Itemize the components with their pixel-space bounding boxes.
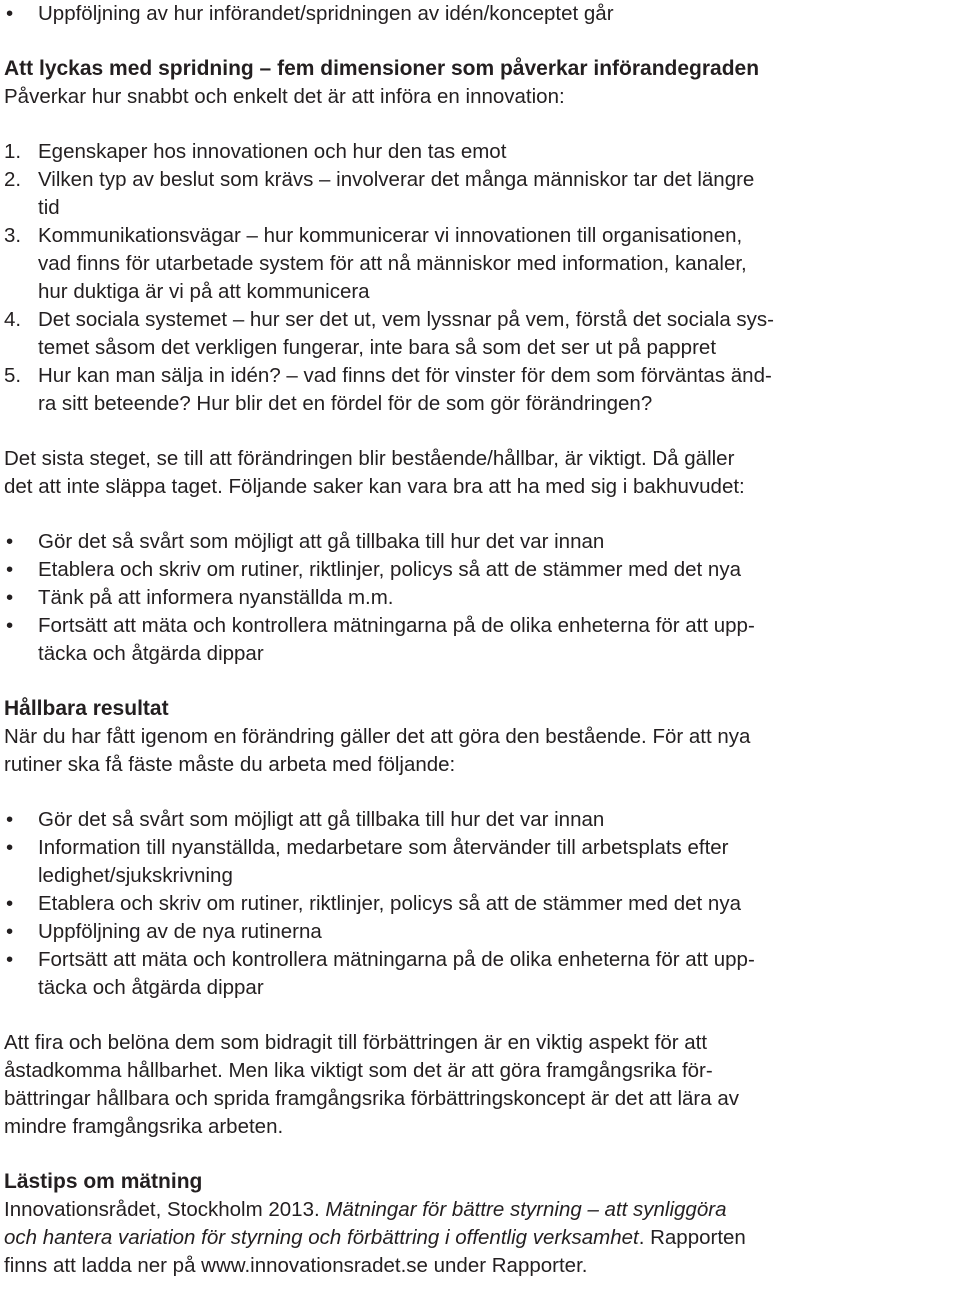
numbered-item [4, 138, 960, 166]
paragraph-line: mindre framgångsrika arbeten. [4, 1115, 284, 1138]
numbered-item [4, 306, 960, 362]
bullet-icon: • [6, 836, 14, 859]
item-line: Etablera och skriv om rutiner, riktlinjer, policys så att de stämmer med det nya [38, 558, 741, 581]
paragraph-line: När du har fått igenom en förändring gäller det att göra den bestående. För att nya [4, 725, 751, 748]
item-line: hur duktiga är vi på att kommunicera [38, 280, 370, 303]
reference-paragraph [4, 1196, 960, 1280]
numbered-item [4, 362, 960, 418]
bullet-icon: • [6, 614, 14, 637]
numbered-item [4, 166, 960, 222]
item-line: Gör det så svårt som möjligt att gå tillbaka till hur det var innan [38, 530, 605, 553]
reference-text: . Rapporten [638, 1226, 746, 1249]
item-line: täcka och åtgärda dippar [38, 642, 264, 665]
bullet-icon: • [6, 530, 14, 553]
item-line: Fortsätt att mäta och kontrollera mätningarna på de olika enheterna för att upp- [38, 614, 755, 637]
bullet-icon: • [6, 2, 14, 25]
bullet-list [4, 528, 960, 668]
list-item [4, 946, 960, 1002]
paragraph-line: Det sista steget, se till att förändringen blir bestående/hållbar, är viktigt. Då gäller [4, 447, 735, 470]
list-item [4, 806, 960, 834]
item-line: Tänk på att informera nyanställda m.m. [38, 586, 394, 609]
paragraph [4, 445, 960, 501]
item-line: Information till nyanställda, medarbetare som återvänder till arbetsplats efter [38, 836, 729, 859]
section-intro: Påverkar hur snabbt och enkelt det är att införa en innovation: [4, 85, 565, 108]
item-line: Det sociala systemet – hur ser det ut, vem lyssnar på vem, förstå det sociala sys- [38, 308, 775, 331]
list-item-text: Uppföljning av hur införandet/spridningen av idén/konceptet går [38, 2, 614, 25]
item-line: Hur kan man sälja in idén? – vad finns det för vinster för dem som förväntas änd- [38, 364, 772, 387]
section-heading-hallbara-resultat: Hållbara resultat [4, 697, 169, 720]
list-item [4, 584, 960, 612]
paragraph [4, 1029, 960, 1141]
reference-title-cont: och hantera variation för styrning och förbättring i offentlig verksamhet [4, 1226, 639, 1249]
item-line: temet såsom det verkligen fungerar, inte bara så som det ser ut på pappret [38, 336, 717, 359]
list-item [4, 890, 960, 918]
list-item [4, 834, 960, 890]
item-number: 1. [4, 140, 22, 163]
item-line: tid [38, 196, 60, 219]
item-number: 4. [4, 308, 22, 331]
reference-title: Mätningar för bättre styrning – att synliggöra [325, 1198, 727, 1221]
bullet-icon: • [6, 808, 14, 831]
bullet-icon: • [6, 920, 14, 943]
paragraph-line: det att inte släppa taget. Följande saker kan vara bra att ha med sig i bakhuvudet: [4, 475, 745, 498]
item-line: Fortsätt att mäta och kontrollera mätningarna på de olika enheterna för att upp- [38, 948, 755, 971]
list-item [4, 612, 960, 668]
paragraph-line: bättringar hållbara och sprida framgångsrika förbättringskoncept är det att lära av [4, 1087, 739, 1110]
bullet-icon: • [6, 558, 14, 581]
item-number: 2. [4, 168, 22, 191]
section-heading-spridning: Att lyckas med spridning – fem dimensioner som påverkar införandegraden [4, 57, 760, 80]
list-item [4, 918, 960, 946]
list-item [4, 556, 960, 584]
section-intro [4, 723, 960, 779]
item-number: 3. [4, 224, 22, 247]
paragraph-line: rutiner ska få fäste måste du arbeta med följande: [4, 753, 456, 776]
document-page [4, 0, 960, 1280]
paragraph-line: Att fira och belöna dem som bidragit till förbättringen är en viktig aspekt för att [4, 1031, 708, 1054]
bullet-list [4, 806, 960, 1002]
reference-source: Innovationsrådet, Stockholm 2013. [4, 1198, 326, 1221]
list-item [4, 528, 960, 556]
item-line: Kommunikationsvägar – hur kommunicerar vi innovationen till organisationen, [38, 224, 743, 247]
item-line: Vilken typ av beslut som krävs – involverar det många människor tar det längre [38, 168, 755, 191]
item-line: Gör det så svårt som möjligt att gå tillbaka till hur det var innan [38, 808, 605, 831]
item-line: Uppföljning av de nya rutinerna [38, 920, 322, 943]
paragraph-line: åstadkomma hållbarhet. Men lika viktigt som det är att göra framgångsrika för- [4, 1059, 713, 1082]
item-line: ledighet/sjukskrivning [38, 864, 233, 887]
item-line: täcka och åtgärda dippar [38, 976, 264, 999]
bullet-icon: • [6, 586, 14, 609]
bullet-icon: • [6, 948, 14, 971]
section-heading-lastips: Lästips om mätning [4, 1170, 203, 1193]
item-line: Etablera och skriv om rutiner, riktlinjer, policys så att de stämmer med det nya [38, 892, 741, 915]
item-line: ra sitt beteende? Hur blir det en fördel för de som gör förändringen? [38, 392, 653, 415]
item-line: Egenskaper hos innovationen och hur den tas emot [38, 140, 507, 163]
numbered-item [4, 222, 960, 306]
item-number: 5. [4, 364, 22, 387]
bullet-icon: • [6, 892, 14, 915]
reference-download-note: finns att ladda ner på www.innovationsradet.se under Rapporter. [4, 1254, 588, 1277]
item-line: vad finns för utarbetade system för att nå människor med information, kanaler, [38, 252, 747, 275]
numbered-list [4, 138, 960, 418]
list-item [4, 0, 960, 28]
